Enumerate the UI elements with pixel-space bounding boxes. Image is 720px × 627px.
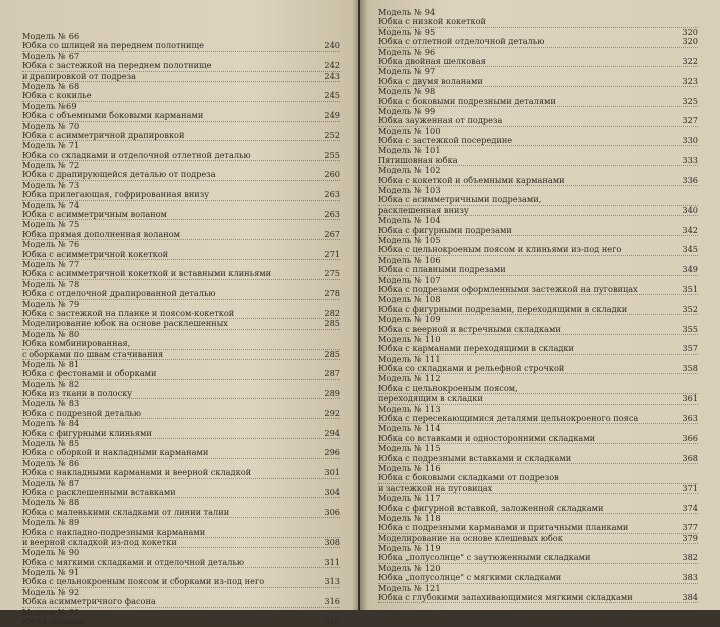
toc-entry-title: Модель № 75	[22, 219, 80, 230]
toc-page-number: 320	[682, 36, 698, 47]
toc-entry-title: Юбка с подрезными вставками и складками	[378, 452, 572, 463]
toc-page-number: 311	[324, 556, 340, 567]
toc-entry-title: Модель № 85	[22, 438, 80, 449]
toc-entry-title: Модель № 87	[22, 477, 80, 488]
toc-entry	[378, 265, 698, 275]
toc-page-number: 371	[682, 482, 698, 493]
toc-page-number: 351	[682, 283, 698, 294]
toc-entry-title: Модель № 104	[378, 215, 441, 226]
toc-entry-title: Модель № 80	[22, 328, 80, 339]
toc-entry-title: Модель № 76	[22, 239, 80, 250]
toc-entry-title: Юбка со складками и рельефной строчкой	[378, 363, 565, 374]
toc-page-number: 340	[682, 204, 698, 215]
toc-entry-title: Юбка „полусолнце" с мягкими складками	[378, 572, 562, 583]
toc-entry-title: Юбка с асимметричной драпировкой	[22, 129, 185, 140]
toc-page-number: 282	[324, 307, 340, 318]
toc-entry-title: Юбка с фестонами и оборками	[22, 368, 157, 379]
toc-page-number: 308	[324, 536, 340, 547]
toc-entry-title: Юбка с застежкой на планке и поясом-кокеткой	[22, 307, 235, 318]
toc-entry-title: Юбка с отлетной отделочной деталью	[378, 36, 545, 47]
toc-entry-title: Модель № 101	[378, 145, 441, 156]
toc-entry-title: Юбка с карманами переходящими в складки	[378, 343, 574, 354]
toc-entry-title: Юбка с объемными боковыми карманами	[22, 110, 204, 121]
toc-entry-title: Юбка со шлицей на переднем полотнище	[22, 40, 204, 51]
toc-page-number: 352	[682, 303, 698, 314]
toc-page-number: 383	[682, 572, 698, 583]
right-page	[360, 0, 720, 610]
toc-entry-title: и драпировкой от подреза	[22, 70, 136, 81]
toc-entry-title: Юбка зауженная от подреза	[378, 115, 503, 126]
toc-entry-title: Модель № 121	[378, 582, 441, 593]
toc-entry-title: Модель № 109	[378, 314, 441, 325]
toc-entry-title: Юбка с плавными подрезами	[378, 264, 506, 275]
toc-entry-title: Юбка с накладно-подрезными карманами	[22, 526, 206, 537]
toc-entry-title: Модель № 77	[22, 258, 80, 269]
toc-entry-title: Модель № 93	[22, 606, 80, 617]
toc-page-number: 379	[682, 532, 698, 543]
toc-page-number: 313	[324, 576, 340, 587]
toc-entry-title: Модель № 105	[378, 234, 441, 245]
right-toc-list	[378, 8, 698, 603]
toc-page-number: 357	[682, 343, 698, 354]
toc-entry-title: Модель № 113	[378, 403, 441, 414]
toc-entry-title: Модель № 88	[22, 497, 80, 508]
toc-entry-title: Юбка с драпирующейся деталью от подреза	[22, 169, 216, 180]
toc-entry-title: Юбка с накладными карманами и веерной складкой	[22, 467, 252, 478]
toc-entry-title: Модель № 118	[378, 512, 441, 523]
toc-entry-title: Модель № 83	[22, 398, 80, 409]
toc-entry-title: Юбка с асимметричным воланом	[22, 209, 167, 220]
toc-entry-title: Модель № 94	[378, 7, 436, 17]
toc-entry-title: Юбка с фигурной вставкой, заложенной складками	[378, 502, 604, 513]
toc-entry-title: Юбка из ткани в полоску	[22, 388, 133, 399]
toc-entry-title: Юбка с фигурными подрезами, переходящими в складки	[378, 303, 628, 314]
toc-page-number: 322	[682, 55, 698, 66]
toc-page-number: 287	[324, 368, 340, 379]
toc-entry-title: Юбка с боковыми подрезными деталями	[378, 95, 556, 106]
toc-entry-title: Пятишовная юбка	[378, 154, 458, 165]
toc-page-number: 355	[682, 323, 698, 334]
toc-entry-title: Юбка с боковыми складками от подрезов	[378, 472, 559, 483]
toc-entry-title: Модель № 100	[378, 125, 441, 136]
toc-page-number: 368	[682, 452, 698, 463]
toc-entry-title: Юбка с застежкой на переднем полотнище	[22, 60, 212, 71]
toc-entry	[378, 593, 698, 603]
toc-entry-title: Модель № 115	[378, 443, 441, 454]
toc-entry-title: Юбка с двумя воланами	[378, 75, 483, 86]
toc-entry-title: с оборками по швам стачивания	[22, 348, 164, 359]
toc-entry	[22, 617, 340, 627]
toc-entry-title: Модель №69	[22, 100, 77, 111]
toc-entry-title: Модель № 78	[22, 278, 80, 289]
toc-entry-title: Юбка с оборкой и накладными карманами	[22, 447, 209, 458]
toc-entry-title: Юбка прилегающая, гофрированная внизу	[22, 189, 210, 200]
toc-entry	[22, 61, 340, 71]
toc-page-number: 304	[324, 486, 340, 497]
toc-entry-title: Юбка с застежкой посередине	[378, 135, 513, 146]
toc-entry-title: Модель № 114	[378, 423, 441, 434]
toc-entry-title: Модель № 117	[378, 493, 441, 504]
toc-entry-title: Юбка с фигурными подрезами	[378, 224, 512, 235]
toc-entry-title: переходящим в складки	[378, 393, 483, 404]
toc-entry-title: Модель № 84	[22, 418, 80, 429]
toc-page-number: 252	[324, 129, 340, 140]
toc-entry	[22, 111, 340, 121]
toc-page-number: 263	[324, 209, 340, 220]
toc-entry-title: Моделирование юбок на основе расклешенных	[22, 318, 228, 329]
toc-page-number: 384	[682, 592, 698, 603]
toc-entry-title: Модель № 96	[378, 46, 436, 57]
toc-entry-title: Юбка с глубокими запахивающимися мягкими складками	[378, 592, 633, 603]
toc-entry-title: Модель № 81	[22, 358, 80, 369]
toc-entry-title: Модель № 67	[22, 50, 80, 61]
toc-entry-title: Юбка двойная	[22, 616, 85, 627]
toc-page-number: 271	[324, 248, 340, 259]
toc-entry-title: Юбка с подрезными карманами и притачными планками	[378, 522, 629, 533]
toc-entry	[378, 37, 698, 47]
toc-entry-title: Модель № 116	[378, 462, 441, 473]
toc-entry-title: Юбка с фигурными клиньями	[22, 427, 152, 438]
toc-entry-title: Юбка с кокилье	[22, 90, 92, 101]
toc-page-number: 377	[682, 522, 698, 533]
toc-page-number: 285	[324, 318, 340, 329]
toc-entry-title: Модель № 90	[22, 547, 80, 558]
toc-page-number: 320	[682, 26, 698, 37]
toc-entry-title: Юбка с асимметричной кокеткой и вставными клиньями	[22, 268, 272, 279]
toc-page-number: 245	[324, 90, 340, 101]
toc-page-number: 358	[682, 363, 698, 374]
toc-page-number: 296	[324, 447, 340, 458]
toc-entry-title: Модель № 106	[378, 254, 441, 265]
toc-page-number: 278	[324, 288, 340, 299]
toc-entry-title: Юбка с низкой кокеткой	[378, 16, 487, 27]
toc-entry-title: Юбка со складками и отделочной отлетной деталью	[22, 149, 251, 160]
toc-entry-title: Моделирование на основе клешевых юбок	[378, 532, 563, 543]
toc-entry-title: Модель № 111	[378, 353, 441, 364]
left-toc-list	[22, 32, 340, 627]
toc-page-number: 255	[324, 149, 340, 160]
toc-page-number: 374	[682, 502, 698, 513]
toc-entry	[22, 289, 340, 299]
toc-entry-title: Юбка двойная шелковая	[378, 55, 486, 66]
toc-page-number: 294	[324, 427, 340, 438]
toc-entry-title: Юбка с подрезами оформленными застежкой на пуговицах	[378, 283, 638, 294]
toc-page-number: 242	[324, 60, 340, 71]
toc-page-number: 342	[682, 224, 698, 235]
book-gutter	[352, 0, 368, 610]
toc-entry-title: Юбка прямая дополненная воланом	[22, 228, 180, 239]
toc-page-number: 333	[682, 154, 698, 165]
toc-entry-title: Юбка с цельнокроеным поясом,	[378, 382, 518, 393]
toc-entry-title: Юбка с пересекающимися деталями цельнокроеного пояса	[378, 413, 639, 424]
toc-page-number: 316	[324, 596, 340, 607]
left-page	[0, 0, 358, 627]
toc-entry-title: расклешенная внизу	[378, 204, 469, 215]
toc-page-number: 243	[324, 70, 340, 81]
toc-entry-title: Юбка с маленькими складками от линии талии	[22, 506, 230, 517]
toc-page-number: 345	[682, 244, 698, 255]
toc-entry-title: Модель № 112	[378, 373, 441, 384]
toc-entry-title: Модель № 102	[378, 165, 441, 176]
toc-page-number: 363	[682, 413, 698, 424]
toc-entry-title: Модель № 71	[22, 140, 80, 151]
toc-page-number: 249	[324, 110, 340, 121]
toc-entry-title: Модель № 110	[378, 333, 441, 344]
toc-entry-title: Юбка с асимметричными подрезами,	[378, 194, 542, 205]
toc-entry-title: Модель № 89	[22, 517, 80, 528]
toc-page-number: 292	[324, 407, 340, 418]
toc-entry	[22, 339, 340, 349]
toc-page-number: 267	[324, 228, 340, 239]
toc-entry-title: Юбка с цельнокроеным поясом и сборками из-под него	[22, 576, 265, 587]
toc-entry-title: Модель № 98	[378, 86, 436, 97]
toc-page-number: 301	[324, 467, 340, 478]
toc-entry-title: Модель № 86	[22, 457, 80, 468]
toc-entry-title: и веерной складкой из-под кокетки	[22, 536, 177, 547]
toc-page-number: 382	[682, 552, 698, 563]
toc-entry-title: Юбка „полусолнце" с заутюженными складками	[378, 552, 591, 563]
toc-entry-title: Модель № 66	[22, 31, 80, 41]
toc-page-number: 285	[324, 348, 340, 359]
toc-entry-title: Модель № 92	[22, 586, 80, 597]
toc-entry-title: Юбка с асимметричной кокеткой	[22, 248, 169, 259]
toc-page-number: 361	[682, 393, 698, 404]
toc-entry-title: Юбка с веерной и встречными складками	[378, 323, 561, 334]
toc-entry-title: Модель № 79	[22, 298, 80, 309]
toc-entry-title: Модель № 103	[378, 185, 441, 196]
toc-entry-title: Юбка с расклешенными вставками	[22, 486, 176, 497]
toc-entry-title: Юбка комбинированная,	[22, 338, 131, 349]
toc-entry-title: Модель № 107	[378, 274, 441, 285]
toc-page-number: 275	[324, 268, 340, 279]
toc-entry-title: Модель № 74	[22, 199, 80, 210]
toc-page-number: 263	[324, 189, 340, 200]
toc-entry-title: Модель № 120	[378, 562, 441, 573]
toc-page-number: 349	[682, 264, 698, 275]
toc-page-number: 318	[324, 616, 340, 627]
toc-entry-title: Юбка с мягкими складками и отделочной деталью	[22, 556, 245, 567]
toc-page-number: 330	[682, 135, 698, 146]
toc-entry-title: Юбка с цельнокроеным поясом и клиньями из-под него	[378, 244, 622, 255]
toc-entry-title: Модель № 95	[378, 26, 436, 37]
toc-page-number: 306	[324, 506, 340, 517]
toc-entry-title: Модель № 72	[22, 160, 80, 171]
toc-page-number: 325	[682, 95, 698, 106]
toc-entry-title: Модель № 68	[22, 80, 80, 91]
toc-entry-title: и застежкой на пуговицах	[378, 482, 493, 493]
toc-entry-title: Модель № 99	[378, 105, 436, 116]
toc-entry-title: Модель № 91	[22, 567, 80, 578]
toc-entry-title: Юбка с кокеткой и объемными карманами	[378, 174, 565, 185]
toc-entry-title: Модель № 119	[378, 543, 441, 554]
toc-entry-title: Юбка с отделочной драпированной деталью	[22, 288, 216, 299]
toc-entry-title: Модель № 73	[22, 179, 80, 190]
toc-entry-title: Модель № 82	[22, 378, 80, 389]
toc-entry-title: Юбка с подрезной деталью	[22, 407, 141, 418]
toc-entry-title: Модель № 97	[378, 66, 436, 77]
toc-page-number: 366	[682, 432, 698, 443]
toc-page-number: 327	[682, 115, 698, 126]
toc-entry-title: Юбка со вставками и односторонними складками	[378, 432, 596, 443]
toc-page-number: 240	[324, 40, 340, 51]
toc-entry-title: Модель № 108	[378, 294, 441, 305]
toc-page-number: 260	[324, 169, 340, 180]
toc-page-number: 323	[682, 75, 698, 86]
toc-page-number: 336	[682, 174, 698, 185]
toc-page-number: 289	[324, 388, 340, 399]
toc-entry-title: Модель № 70	[22, 120, 80, 131]
toc-entry-title: Юбка асимметричного фасона	[22, 596, 156, 607]
